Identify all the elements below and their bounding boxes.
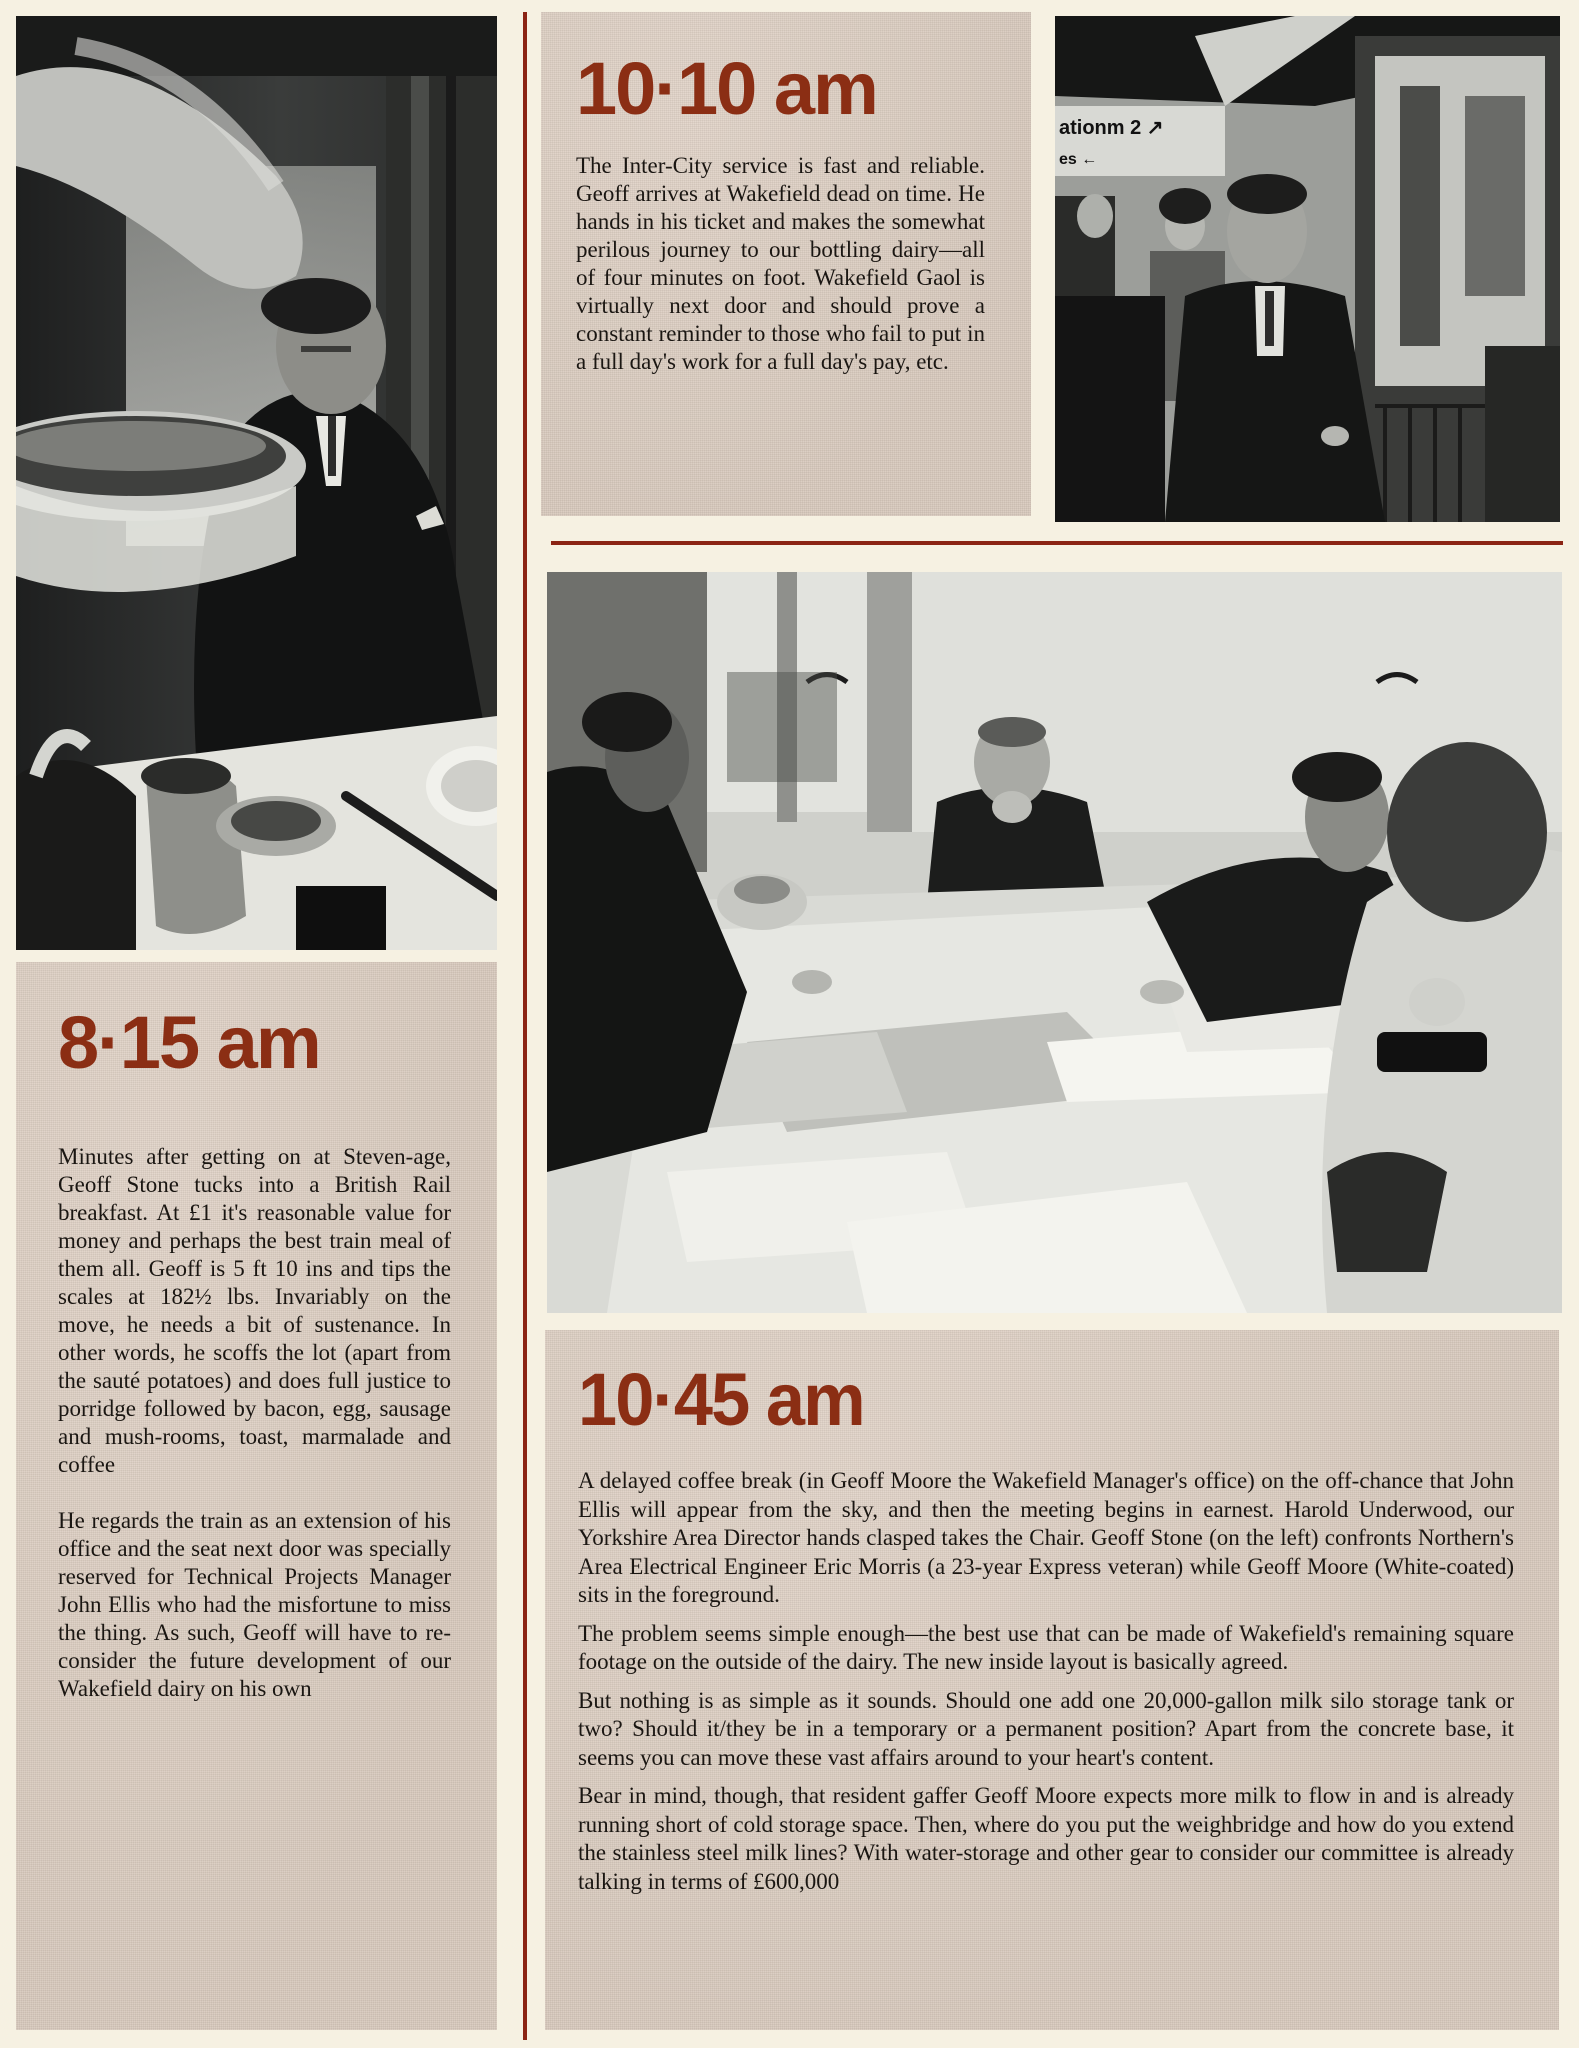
paragraph: A delayed coffee break (in Geoff Moore the Wakefield Manager's office) on the off-chance that John Ellis will appear from the sky, and then the meeting begins in earnest. Harold Underwood, our Yorkshire Area Director hands clasped takes the Chair. Geoff Stone (on the left) confronts Northern's Area Electrical Engineer Eric Morris (a 23-year Express veteran) while Geoff Moore (White-coated) sits in the foreground. [578,1468,1514,1607]
section-0815-body [58,1143,451,1703]
paragraph: He regards the train as an extension of his office and the seat next door was specially reserved for Technical Projects Manager John Ellis who had the misfortune to miss the thing. As such, Geoff will have to re-consider the future development of our Wakefield dairy on his own [58,1508,451,1701]
section-0815-time: 8·15 am [58,1001,320,1084]
photo-breakfast [16,16,497,950]
section-0815 [16,962,497,2030]
vertical-column-rule [523,12,527,2040]
section-1010-body [576,152,985,376]
paragraph: Bear in mind, though, that resident gaffer Geoff Moore expects more milk to flow in and is already running short of cold storage space. Then, where do you put the weighbridge and how do you extend the stainless steel milk lines? With water-storage and other gear to consider our committee is already talking in terms of £600,000 [578,1783,1514,1894]
horizontal-section-rule [551,541,1563,545]
paragraph: Minutes after getting on at Steven-age, Geoff Stone tucks into a British Rail breakfast. At £1 it's reasonable value for money and perhaps the best train meal of them all. Geoff is 5 ft 10 ins and tips the scales at 182½ lbs. Invariably on the move, he needs a bit of sustenance. In other words, he scoffs the lot (apart from the sauté potatoes) and does full justice to porridge followed by bacon, egg, sausage and mush-rooms, toast, marmalade and coffee [58,1144,451,1477]
section-1045-body [578,1467,1514,1896]
station-sign-text: ationm 2 ↗ [1059,117,1164,139]
photo-station [1055,16,1560,522]
meeting-photo-illustration [547,572,1562,1313]
station-sign-arrow: es ← [1059,151,1098,168]
breakfast-photo-illustration [16,16,497,950]
paragraph: The Inter-City service is fast and reliable. Geoff arrives at Wakefield dead on time. He hands in his ticket and makes the somewhat perilous journey to our bottling dairy—all of four minutes on foot. Wakefield Gaol is virtually next door and should prove a constant reminder to those who fail to put in a full day's work for a full day's pay, etc. [576,153,985,374]
section-1010-time: 10·10 am [576,47,877,130]
paragraph: But nothing is as simple as it sounds. Should one add one 20,000-gallon milk silo storage tank or two? Should it/they be in a temporary or a permanent position? Apart from the concrete base, it seems you can move these vast affairs around to your heart's content. [578,1687,1514,1770]
photo-meeting [547,572,1562,1313]
section-1010 [541,12,1031,516]
station-photo-illustration [1055,16,1560,522]
section-1045 [545,1330,1559,2030]
section-1045-time: 10·45 am [578,1358,864,1441]
paragraph: The problem seems simple enough—the best use that can be made of Wakefield's remaining square footage on the outside of the dairy. The new inside layout is basically agreed. [578,1620,1514,1674]
